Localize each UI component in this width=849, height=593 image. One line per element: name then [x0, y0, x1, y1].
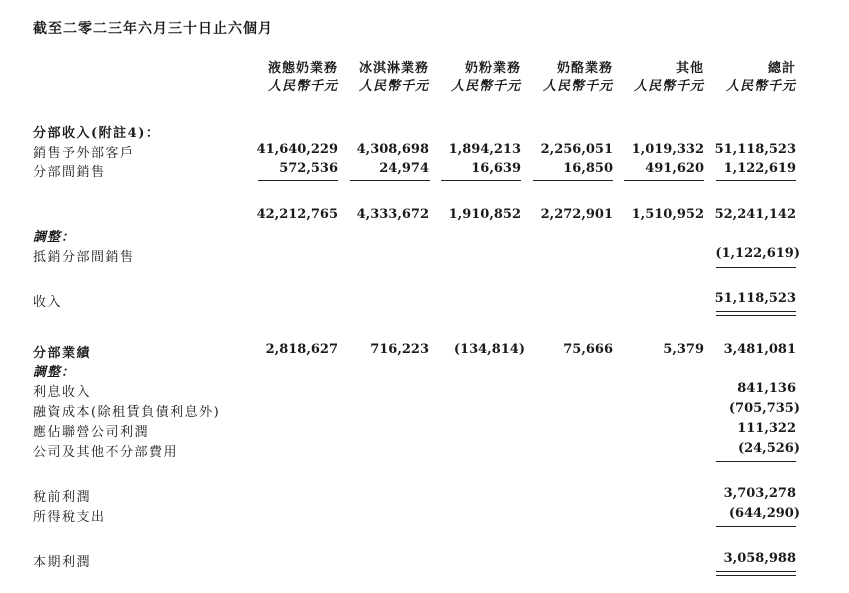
header-name: 奶粉業務	[464, 61, 521, 76]
header-name: 其他	[675, 61, 704, 76]
label-segment-results: 分部業績	[33, 346, 92, 361]
cell-revenue-total: 51,118,523	[714, 291, 796, 306]
label-inter-segment-sales: 分部間銷售	[33, 165, 106, 180]
cell-profit-total: 3,058,988	[723, 551, 796, 566]
header-unit: 人民幣千元	[633, 79, 704, 94]
cell-subtotal-milk-powder: 1,910,852	[448, 207, 521, 222]
cell-inter-others: 491,620	[645, 161, 704, 176]
header-cheese	[521, 60, 613, 96]
subtotal-rule	[258, 180, 338, 181]
cell-subtotal-cheese: 2,272,901	[540, 207, 613, 222]
cell-subtotal-others: 1,510,952	[631, 207, 704, 222]
cell-subtotal-ice-cream: 4,333,672	[356, 207, 429, 222]
cell-inter-cheese: 16,850	[563, 161, 613, 176]
cell-tax-total: (644,290)	[728, 506, 800, 521]
header-name: 總計	[767, 61, 796, 76]
label-adjustments: 調整：	[33, 230, 76, 245]
header-name: 奶酪業務	[556, 61, 613, 76]
cell-results-cheese: 75,666	[563, 342, 613, 357]
header-unit: 人民幣千元	[358, 79, 429, 94]
label-adjustments: 調整：	[33, 365, 76, 380]
subtotal-rule	[350, 180, 430, 181]
cell-inter-liquid-milk: 572,536	[279, 161, 338, 176]
subtotal-rule	[716, 180, 796, 181]
header-name: 冰淇淋業務	[358, 61, 429, 76]
cell-associates-total: 111,322	[737, 421, 796, 436]
cell-external-total: 51,118,523	[714, 142, 796, 157]
cell-finance-costs-total: (705,735)	[728, 401, 800, 416]
cell-inter-total: 1,122,619	[723, 161, 796, 176]
label-external-sales: 銷售予外部客戶	[33, 146, 135, 161]
double-rule	[716, 571, 796, 576]
cell-pbt-total: 3,703,278	[723, 486, 796, 501]
header-unit: 人民幣千元	[267, 79, 338, 94]
cell-external-ice-cream: 4,308,698	[356, 142, 429, 157]
header-liquid-milk	[246, 60, 338, 96]
cell-results-liquid-milk: 2,818,627	[265, 342, 338, 357]
cell-external-liquid-milk: 41,640,229	[256, 142, 338, 157]
header-unit: 人民幣千元	[450, 79, 521, 94]
header-ice-cream	[337, 60, 429, 96]
label-income-tax: 所得稅支出	[33, 510, 106, 525]
statement-title: 截至二零二三年六月三十日止六個月	[33, 21, 273, 37]
subtotal-rule	[533, 180, 613, 181]
header-unit: 人民幣千元	[542, 79, 613, 94]
label-interest-income: 利息收入	[33, 385, 92, 400]
double-rule	[716, 311, 796, 316]
header-others	[612, 60, 704, 96]
header-total	[704, 60, 796, 96]
subtotal-rule	[716, 526, 796, 527]
header-unit: 人民幣千元	[725, 79, 796, 94]
label-corporate-expenses: 公司及其他不分部費用	[33, 445, 179, 460]
cell-subtotal-total: 52,241,142	[714, 207, 796, 222]
cell-corporate-total: (24,526)	[737, 441, 800, 456]
label-share-of-associates: 應佔聯營公司利潤	[33, 425, 150, 440]
cell-subtotal-liquid-milk: 42,212,765	[256, 207, 338, 222]
cell-results-others: 5,379	[663, 342, 704, 357]
cell-external-cheese: 2,256,051	[540, 142, 613, 157]
cell-inter-ice-cream: 24,974	[379, 161, 429, 176]
subtotal-rule	[716, 461, 796, 462]
cell-elimination-total: (1,122,619)	[715, 246, 800, 261]
label-finance-costs: 融資成本(除租賃負債利息外)	[33, 405, 221, 420]
cell-results-milk-powder: (134,814)	[453, 342, 525, 357]
header-name: 液態奶業務	[267, 61, 338, 76]
cell-results-ice-cream: 716,223	[370, 342, 429, 357]
subtotal-rule	[716, 267, 796, 268]
label-revenue: 收入	[33, 295, 63, 310]
label-segment-revenue: 分部收入(附註4)：	[33, 126, 161, 141]
cell-external-milk-powder: 1,894,213	[448, 142, 521, 157]
cell-external-others: 1,019,332	[631, 142, 704, 157]
header-milk-powder	[429, 60, 521, 96]
subtotal-rule	[441, 180, 521, 181]
label-profit-before-tax: 稅前利潤	[33, 490, 92, 505]
label-profit-for-period: 本期利潤	[33, 555, 92, 570]
cell-inter-milk-powder: 16,639	[471, 161, 521, 176]
cell-interest-income-total: 841,136	[737, 381, 796, 396]
subtotal-rule	[624, 180, 704, 181]
label-elimination: 抵銷分部間銷售	[33, 250, 135, 265]
cell-results-total: 3,481,081	[723, 342, 796, 357]
